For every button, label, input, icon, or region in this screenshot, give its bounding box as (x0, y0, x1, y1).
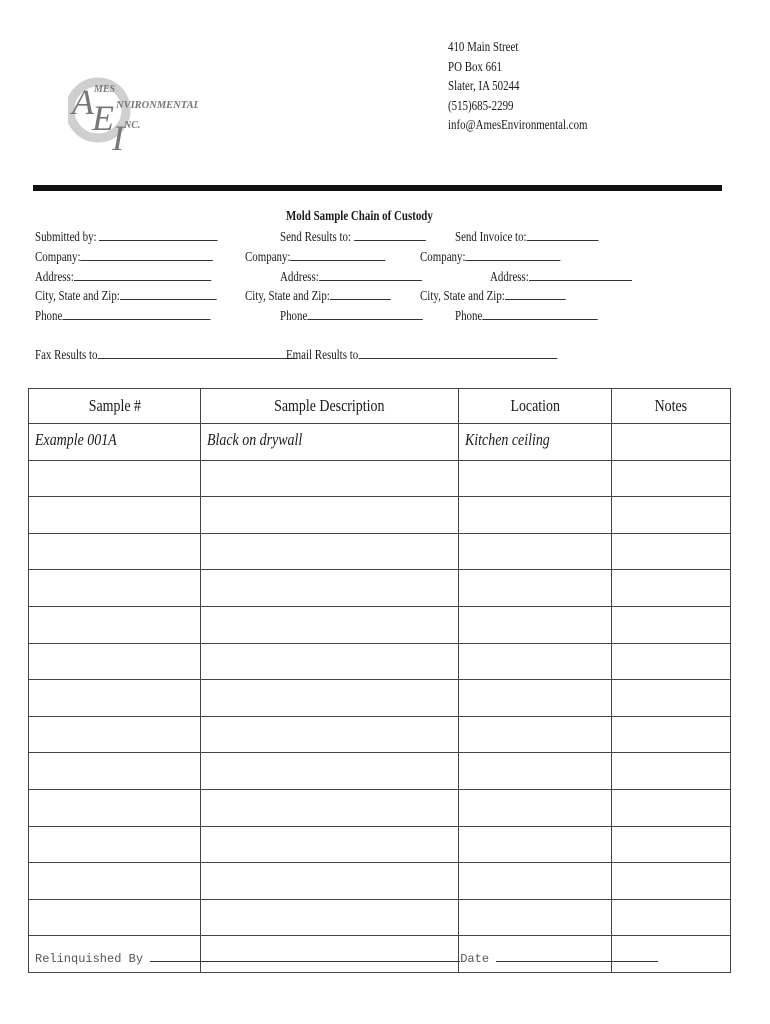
sample-number-cell[interactable] (29, 643, 201, 680)
table-row (29, 643, 731, 680)
location-cell[interactable] (459, 606, 612, 643)
sample-number-cell[interactable] (29, 680, 201, 717)
invoice-city-state-zip-field[interactable]: City, State and Zip: (420, 288, 607, 305)
results-city-state-zip-field[interactable]: City, State and Zip: (245, 288, 432, 305)
sample-number-cell[interactable] (29, 826, 201, 863)
location-cell[interactable] (459, 460, 612, 497)
sample-number-cell[interactable] (29, 716, 201, 753)
results-address-field[interactable]: Address: (280, 269, 462, 286)
address-line: 410 Main Street (448, 40, 519, 55)
form-title: Mold Sample Chain of Custody (286, 209, 433, 224)
address-line: PO Box 661 (448, 59, 503, 75)
logo-nc: NC. (124, 120, 141, 131)
example-sample-number[interactable]: Example 001A (29, 424, 201, 461)
logo-letter-i: I (112, 118, 124, 156)
phone-field[interactable]: Phone (35, 308, 260, 325)
address-line: (515)685-2299 (448, 98, 514, 114)
location-cell[interactable] (459, 899, 612, 936)
example-location[interactable]: Kitchen ceiling (459, 424, 612, 461)
notes-cell[interactable] (612, 533, 731, 570)
invoice-address-field[interactable]: Address: (490, 269, 672, 286)
send-invoice-to-field[interactable]: Send Invoice to: (455, 229, 639, 246)
address-field[interactable]: Address: (35, 269, 261, 286)
location-cell[interactable] (459, 863, 612, 900)
table-row (29, 826, 731, 863)
company-logo (68, 70, 198, 156)
date-label: Date (460, 952, 490, 966)
header-sample-number: Sample # (29, 389, 201, 424)
company-field[interactable]: Company: (35, 249, 263, 266)
sample-description-cell[interactable] (201, 643, 459, 680)
notes-cell[interactable] (612, 716, 731, 753)
notes-cell[interactable] (612, 606, 731, 643)
sample-table (28, 388, 731, 973)
header-notes: Notes (612, 389, 731, 424)
sample-description-cell[interactable] (201, 460, 459, 497)
location-cell[interactable] (459, 716, 612, 753)
notes-cell[interactable] (612, 789, 731, 826)
sample-description-cell[interactable] (201, 497, 459, 534)
location-cell[interactable] (459, 570, 612, 607)
logo-nvironmental: NVIRONMENTAL (116, 100, 198, 111)
example-row (29, 424, 731, 461)
header-divider (33, 185, 722, 191)
sample-description-cell[interactable] (201, 606, 459, 643)
table-row (29, 497, 731, 534)
table-row (29, 899, 731, 936)
invoice-phone-field[interactable]: Phone (455, 308, 638, 325)
example-sample-description[interactable]: Black on drywall (201, 424, 459, 461)
invoice-company-field[interactable]: Company: (420, 249, 600, 266)
logo-letter-a: A (72, 82, 94, 122)
table-row (29, 789, 731, 826)
sample-description-cell[interactable] (201, 570, 459, 607)
sample-description-cell[interactable] (201, 680, 459, 717)
sample-description-cell[interactable] (201, 863, 459, 900)
header-sample-description: Sample Description (201, 389, 459, 424)
location-cell[interactable] (459, 643, 612, 680)
notes-cell[interactable] (612, 680, 731, 717)
address-line: Slater, IA 50244 (448, 79, 520, 95)
example-notes[interactable] (612, 424, 731, 461)
relinquished-by-field[interactable]: Relinquished By Date (35, 951, 658, 966)
sample-number-cell[interactable] (29, 899, 201, 936)
sample-description-cell[interactable] (201, 533, 459, 570)
results-company-field[interactable]: Company: (245, 249, 425, 266)
company-address (448, 38, 627, 136)
send-results-to-field[interactable]: Send Results to: (280, 229, 467, 246)
table-row (29, 863, 731, 900)
notes-cell[interactable] (612, 826, 731, 863)
sample-number-cell[interactable] (29, 570, 201, 607)
header-location: Location (459, 389, 612, 424)
table-row (29, 533, 731, 570)
sample-description-cell[interactable] (201, 753, 459, 790)
date-field[interactable] (496, 951, 658, 962)
table-row (29, 753, 731, 790)
sample-number-cell[interactable] (29, 863, 201, 900)
sample-description-cell[interactable] (201, 789, 459, 826)
table-row (29, 680, 731, 717)
location-cell[interactable] (459, 497, 612, 534)
notes-cell[interactable] (612, 570, 731, 607)
notes-cell[interactable] (612, 460, 731, 497)
sample-number-cell[interactable] (29, 606, 201, 643)
logo-letter-e: E (92, 98, 114, 138)
sample-number-cell[interactable] (29, 497, 201, 534)
table-header-row (29, 389, 731, 424)
notes-cell[interactable] (612, 863, 731, 900)
location-cell[interactable] (459, 826, 612, 863)
location-cell[interactable] (459, 533, 612, 570)
sample-description-cell[interactable] (201, 899, 459, 936)
sample-number-cell[interactable] (29, 533, 201, 570)
fax-results-field[interactable]: Fax Results to (35, 347, 370, 364)
sample-number-cell[interactable] (29, 789, 201, 826)
table-row (29, 570, 731, 607)
logo-mes: MES (94, 84, 116, 95)
location-cell[interactable] (459, 789, 612, 826)
sample-number-cell[interactable] (29, 460, 201, 497)
sample-description-cell[interactable] (201, 826, 459, 863)
table-row (29, 606, 731, 643)
table-row (29, 460, 731, 497)
notes-cell[interactable] (612, 899, 731, 936)
sample-description-cell[interactable] (201, 716, 459, 753)
location-cell[interactable] (459, 753, 612, 790)
results-phone-field[interactable]: Phone (280, 308, 463, 325)
email-results-field[interactable]: Email Results to (286, 347, 634, 364)
sample-number-cell[interactable] (29, 753, 201, 790)
city-state-zip-field[interactable]: City, State and Zip: (35, 288, 268, 305)
email-address: info@AmesEnvironmental.com (448, 118, 588, 134)
notes-cell[interactable] (612, 643, 731, 680)
table-row (29, 716, 731, 753)
location-cell[interactable] (459, 680, 612, 717)
notes-cell[interactable] (612, 753, 731, 790)
submitted-by-field[interactable]: Submitted by: (35, 229, 269, 246)
notes-cell[interactable] (612, 497, 731, 534)
